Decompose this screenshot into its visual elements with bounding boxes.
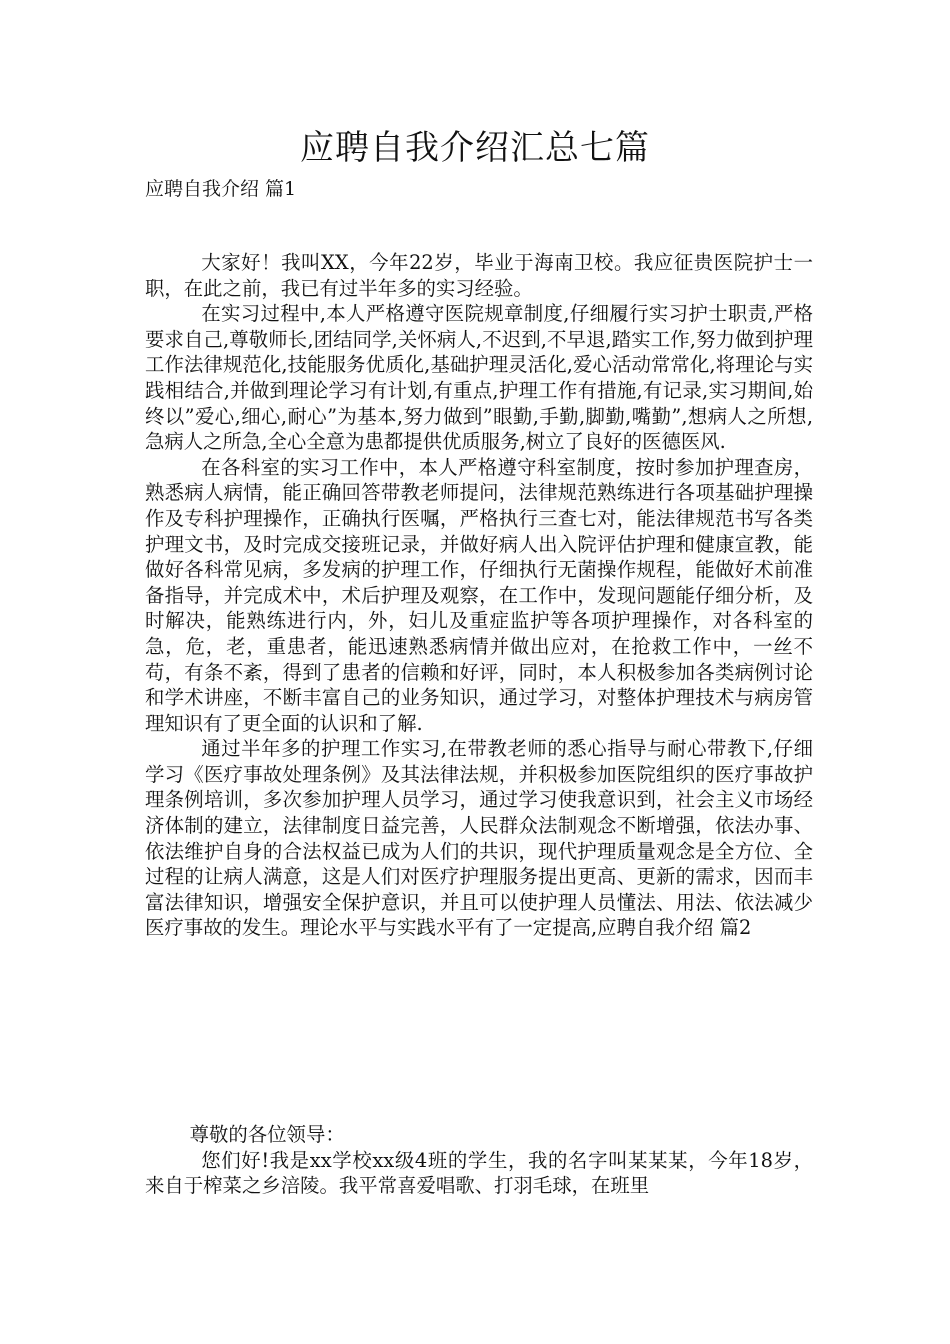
paragraph: 通过半年多的护理工作实习,在带教老师的悉心指导与耐心带教下,仔细学习《医疗事故处理条例》及其法律法规，并积极参加医院组织的医疗事故护理条例培训，多次参加护理人员学习，通过学习使我意识到，社会主义市场经济体制的建立，法律制度日益完善，人民群众法制观念不断增强，依法办事、依法维护自身的合法权益已成为人们的共识，现代护理质量观念是全方位、全过程的让病人满意，这是人们对医疗护理服务提出更高、更新的需求，因而丰富法律知识，增强安全保护意识，并且可以使护理人员懂法、用法、依法减少医疗事故的发生。理论水平与实践水平有了一定提高,应聘自我介绍 篇2 [145, 737, 813, 940]
document-title: 应聘自我介绍汇总七篇 [300, 128, 650, 168]
paragraph: 在各科室的实习工作中，本人严格遵守科室制度，按时参加护理查房，熟悉病人病情，能正确回答带教老师提问，法律规范熟练进行各项基础护理操作及专科护理操作，正确执行医嘱，严格执行三查七对，能法律规范书写各类护理文书，及时完成交接班记录，并做好病人出入院评估护理和健康宣教，能做好各科常见病，多发病的护理工作，仔细执行无菌操作规程，能做好术前准备指导，并完成术中，术后护理及观察，在工作中，发现问题能仔细分析，及时解决，能熟练进行内，外，妇儿及重症监护等各项护理操作，对各科室的急，危，老，重患者，能迅速熟悉病情并做出应对，在抢救工作中，一丝不苟，有条不紊，得到了患者的信赖和好评，同时，本人积极参加各类病例讨论和学术讲座，不断丰富自己的业务知识，通过学习，对整体护理技术与病房管理知识有了更全面的认识和了解. [145, 455, 813, 735]
salutation: 尊敬的各位领导： [189, 1123, 345, 1146]
paragraph: 大家好！我叫XX，今年22岁，毕业于海南卫校。我应征贵医院护士一职，在此之前，我已有过半年多的实习经验。 [145, 251, 813, 300]
paragraph: 在实习过程中,本人严格遵守医院规章制度,仔细履行实习护士职责,严格要求自己,尊敬师长,团结同学,关怀病人,不迟到,不早退,踏实工作,努力做到护理工作法律规范化,技能服务优质化,基础护理灵活化,爱心活动常常化,将理论与实践相结合,并做到理论学习有计划,有重点,护理工作有措施,有记录,实习期间,始终以”爱心,细心,耐心”为基本,努力做到”眼勤,手勤,脚勤,嘴勤”,想病人之所想,急病人之所急,全心全意为患都提供优质服务,树立了良好的医德医风. [145, 302, 813, 454]
section-2-body [145, 1122, 813, 1199]
paragraph: 您们好!我是xx学校xx级4班的学生，我的名字叫某某某，今年18岁，来自于榨菜之乡涪陵。我平常喜爱唱歌、打羽毛球，在班里 [145, 1148, 813, 1198]
section-heading-1: 应聘自我介绍 篇1 [145, 178, 297, 200]
section-1-body [145, 250, 813, 941]
